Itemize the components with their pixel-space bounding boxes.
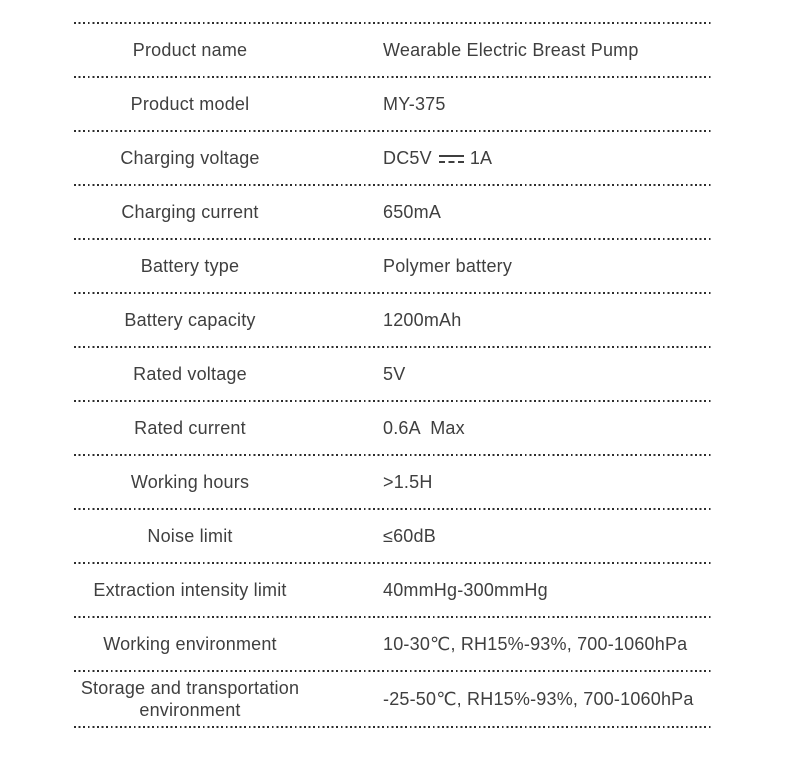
- spec-label: Working environment: [103, 633, 277, 654]
- spec-row: [74, 348, 711, 400]
- spec-value: 0.6A Max: [383, 417, 465, 438]
- spec-label: Noise limit: [147, 525, 233, 546]
- spec-label: Battery type: [140, 255, 240, 276]
- spec-value: 10-30℃, RH15%-93%, 700-1060hPa: [383, 633, 688, 654]
- spec-row: [74, 24, 711, 76]
- spec-value: [306, 147, 711, 170]
- spec-value: MY-375: [383, 93, 446, 114]
- spec-row: [74, 240, 711, 292]
- spec-row: [74, 564, 711, 616]
- spec-row: [74, 672, 711, 726]
- spec-value: Wearable Electric Breast Pump: [383, 39, 639, 60]
- spec-value: 5V: [383, 363, 406, 384]
- spec-label: Product name: [132, 39, 248, 60]
- spec-label: Rated voltage: [133, 363, 247, 384]
- spec-label: Working hours: [130, 471, 250, 492]
- spec-row: [74, 402, 711, 454]
- spec-value: 1200mAh: [383, 309, 462, 330]
- spec-label: Charging current: [121, 201, 259, 222]
- spec-value: -25-50℃, RH15%-93%, 700-1060hPa: [383, 688, 694, 709]
- spec-value-text: 1A: [469, 147, 493, 168]
- spec-label: Rated current: [134, 417, 246, 438]
- spec-label: Battery capacity: [124, 309, 256, 330]
- spec-row: [74, 510, 711, 562]
- spec-label: Charging voltage: [120, 147, 260, 168]
- spec-value: Polymer battery: [383, 255, 513, 276]
- product-spec-table: [74, 22, 711, 728]
- direct-current-icon: [439, 153, 464, 166]
- spec-label: Extraction intensity limit: [93, 579, 287, 600]
- spec-row: [74, 132, 711, 184]
- spec-value: 40mmHg-300mmHg: [383, 579, 548, 600]
- spec-label: Product model: [130, 93, 250, 114]
- spec-value: >1.5H: [383, 471, 433, 492]
- spec-row: [74, 78, 711, 130]
- spec-row: [74, 456, 711, 508]
- spec-value-text: DC5V: [383, 147, 432, 168]
- spec-row: [74, 618, 711, 670]
- spec-value: ≤60dB: [383, 525, 436, 546]
- spec-row: [74, 186, 711, 238]
- spec-label: Storage and transportation environment: [80, 677, 300, 720]
- dotted-divider: [74, 726, 711, 728]
- spec-value: 650mA: [383, 201, 442, 222]
- spec-row: [74, 294, 711, 346]
